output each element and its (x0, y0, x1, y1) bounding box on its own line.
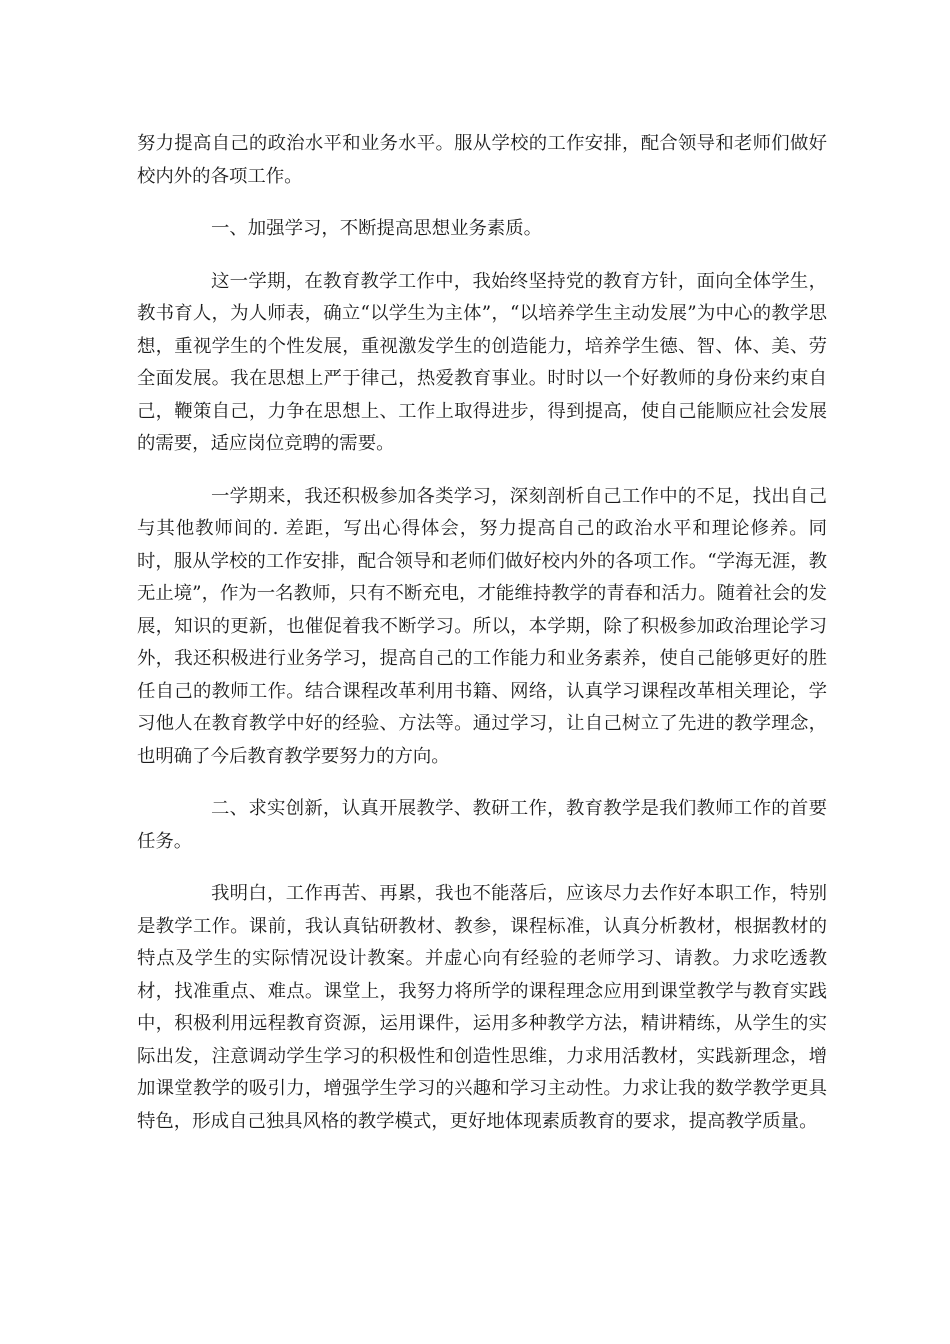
paragraph-intro: 努力提高自己的政治水平和业务水平。服从学校的工作安排，配合领导和老师们做好校内外的各项工作。 (137, 133, 827, 187)
paragraph-teaching: 我明白，工作再苦、再累，我也不能落后，应该尽力去作好本职工作，特别是教学工作。课前，我认真钻研教材、教参，课程标准，认真分析教材，根据教材的特点及学生的实际情况设计教案。并虚心向有经验的老师学习、请教。力求吃透教材，找准重点、难点。课堂上，我努力将所学的课程理念应用到课堂教学与教育实践中，积极利用远程教育资源，运用课件，运用多种教学方法，精讲精练，从学生的实际出发，注意调动学生学习的积极性和创造性思维，力求用活教材，实践新理念，增加课堂教学的吸引力，增强学生学习的兴趣和学习主动性。力求让我的数学教学更具特色，形成自己独具风格的教学模式，更好地体现素质教育的要求，提高教学质量。 (137, 883, 827, 1132)
paragraph-study-2: 一学期来，我还积极参加各类学习，深刻剖析自己工作中的不足，找出自己与其他教师间的. 差距，写出心得体会，努力提高自己的政治水平和理论修养。同时，服从学校的工作安排，配合领导和老师们做好校内外的各项工作。“学海无涯，教无止境”，作为一名教师，只有不断充电，才能维持教学的青春和活力。随着社会的发展，知识的更新，也催促着我不断学习。所以，本学期，除了积极参加政治理论学习外，我还积极进行业务学习，提高自己的工作能力和业务素养，使自己能够更好的胜任自己的教师工作。结合课程改革利用书籍、网络，认真学习课程改革相关理论，学习他人在教育教学中好的经验、方法等。通过学习，让自己树立了先进的教学理念，也明确了今后教育教学要努力的方向。 (137, 485, 827, 767)
document-page (137, 128, 827, 1158)
section-heading-2: 二、求实创新，认真开展教学、教研工作，教育教学是我们教师工作的首要任务。 (137, 798, 827, 852)
section-heading-1: 一、加强学习，不断提高思想业务素质。 (211, 218, 543, 239)
paragraph-study-1: 这一学期，在教育教学工作中，我始终坚持党的教育方针，面向全体学生，教书育人，为人师表，确立“以学生为主体”，“以培养学生主动发展”为中心的教学思想，重视学生的个性发展，重视激发学生的创造能力，培养学生德、智、体、美、劳全面发展。我在思想上严于律己，热爱教育事业。时时以一个好教师的身份来约束自己，鞭策自己，力争在思想上、工作上取得进步，得到提高，使自己能顺应社会发展的需要，适应岗位竞聘的需要。 (137, 270, 827, 454)
